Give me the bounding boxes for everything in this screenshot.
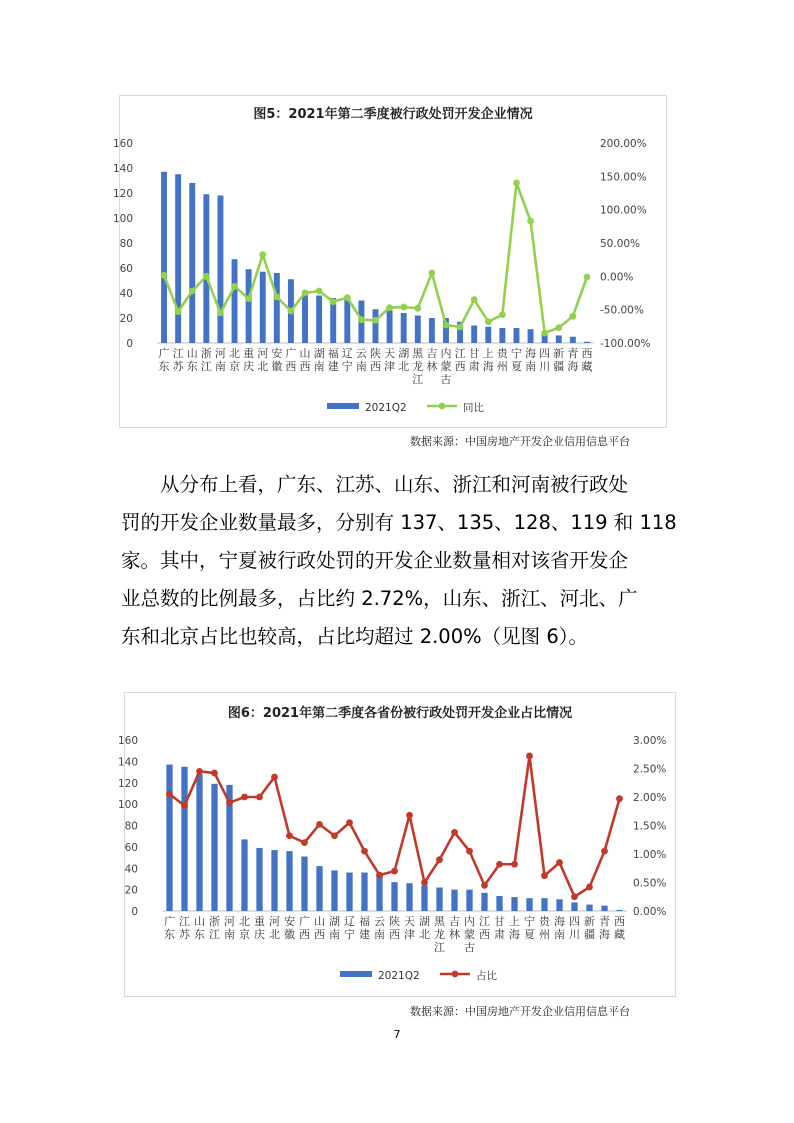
y-left-tick-label: 160 [117, 735, 138, 747]
line-point [513, 180, 520, 187]
category-label: 重庆 [243, 347, 255, 373]
category-label: 福建 [359, 915, 370, 941]
category-label: 湖南 [329, 915, 340, 941]
bar [556, 336, 562, 344]
category-label: 江西 [454, 347, 466, 373]
line-point [511, 861, 518, 868]
legend-label: 占比 [476, 970, 497, 982]
category-label: 上海 [482, 347, 494, 373]
bar [466, 890, 472, 911]
bar [436, 887, 442, 911]
category-label: 山西 [314, 915, 325, 941]
category-label: 湖北 [419, 915, 430, 941]
bar [260, 272, 266, 343]
line-point [316, 288, 323, 295]
line-point [175, 308, 182, 315]
category-label: 天津 [384, 347, 396, 373]
category-label: 云南 [374, 915, 385, 941]
category-label: 重庆 [254, 915, 265, 941]
line-point [541, 872, 548, 879]
line-point [556, 859, 563, 866]
category-label: 吉林 [449, 915, 460, 941]
line-point [211, 770, 218, 777]
category-label: 北京 [229, 347, 241, 373]
y-left-tick-label: 0 [126, 338, 133, 350]
line-point [166, 791, 173, 798]
line-point [203, 273, 210, 280]
category-label: 贵州 [496, 347, 508, 373]
line-point [358, 316, 365, 323]
category-label: 云南 [355, 347, 367, 373]
y-left-tick-label: 100 [117, 799, 138, 812]
line-point [406, 812, 413, 819]
y-left-tick-label: 100 [112, 213, 133, 225]
chart-5-svg [112, 96, 666, 427]
line-point [301, 839, 308, 846]
line-point [457, 324, 464, 331]
bar [415, 316, 421, 344]
line-point [414, 305, 421, 312]
bar [528, 329, 534, 343]
legend-label: 2021Q2 [378, 970, 420, 982]
paragraph-line: 罚的开发企业数量最多，分别有 137、135、128、119 和 118 [121, 511, 677, 534]
bar [256, 848, 262, 911]
bar [601, 906, 607, 911]
paragraph-line: 从分布上看，广东、江苏、山东、浙江和河南被行政处 [121, 473, 629, 496]
line-point [496, 861, 503, 868]
chart-figure-5 [112, 95, 667, 428]
bar [616, 910, 622, 911]
bar [181, 767, 187, 911]
bar [346, 873, 352, 911]
y-left-tick-label: 20 [124, 884, 138, 897]
source-note-1: 数据来源：中国房地产开发企业信用信息平台 [410, 435, 630, 448]
line-point [361, 848, 368, 855]
bar [316, 866, 322, 911]
line-point [466, 848, 473, 855]
y-right-tick-label: 100.00% [600, 204, 647, 217]
category-label: 湖南 [313, 347, 325, 373]
category-label: 甘肃 [494, 915, 505, 941]
bar [316, 296, 322, 344]
category-label: 浙江 [200, 347, 212, 373]
chart-title: 图5：2021年第二季度被行政处罚开发企业情况 [253, 107, 533, 122]
bar [241, 839, 247, 911]
category-label: 黑龙江 [412, 347, 424, 386]
y-left-tick-label: 20 [119, 313, 133, 325]
bar [301, 856, 307, 911]
y-right-tick-label: -100.00% [600, 338, 651, 350]
bar [196, 774, 202, 911]
line-point [226, 799, 233, 806]
y-right-tick-label: 2.00% [633, 792, 667, 804]
line-point [271, 774, 278, 781]
line-point [241, 794, 248, 801]
category-label: 河北 [269, 915, 280, 941]
bar [387, 311, 393, 344]
bar [586, 905, 592, 911]
line-point [586, 884, 593, 891]
chart-6-svg [117, 693, 675, 996]
bar [175, 174, 181, 343]
bar [571, 902, 577, 911]
bar [302, 291, 308, 344]
y-right-tick-label: -50.00% [600, 304, 644, 317]
y-left-tick-label: 80 [124, 820, 138, 833]
legend-label: 2021Q2 [365, 402, 407, 414]
bar [246, 269, 252, 343]
category-label: 海南 [554, 915, 565, 941]
category-label: 辽宁 [344, 915, 355, 941]
y-right-tick-label: 2.50% [633, 763, 667, 776]
category-label: 甘肃 [468, 347, 480, 373]
category-label: 广西 [299, 915, 310, 941]
line-point [601, 848, 608, 855]
bar [541, 898, 547, 911]
bar [217, 196, 223, 344]
category-label: 辽宁 [341, 347, 353, 373]
line-point [555, 324, 562, 331]
category-label: 河南 [214, 347, 226, 373]
line-point [443, 322, 450, 329]
y-left-tick-label: 60 [124, 841, 138, 854]
line-point [273, 294, 280, 301]
category-label: 西藏 [614, 915, 625, 941]
y-right-tick-label: 1.00% [633, 849, 667, 861]
category-label: 湖北 [398, 347, 410, 373]
legend-label: 同比 [463, 402, 484, 414]
category-label: 陕西 [389, 915, 400, 941]
paragraph-line: 业总数的比例最多，占比约 2.72%，山东、浙江、河北、广 [121, 587, 638, 610]
y-left-tick-label: 40 [124, 863, 138, 876]
bar [373, 309, 379, 343]
line-point [451, 829, 458, 836]
bar [514, 328, 520, 343]
line-point [527, 218, 534, 225]
line-point [584, 274, 591, 281]
category-label: 内蒙古 [464, 915, 475, 954]
category-label: 青海 [567, 347, 579, 373]
line-point [256, 794, 263, 801]
bar [189, 183, 195, 343]
category-label: 西藏 [581, 347, 593, 373]
bar [526, 898, 532, 911]
line-point [485, 318, 492, 325]
line-point [372, 317, 379, 324]
line-point [288, 308, 295, 315]
line-point [189, 288, 196, 295]
category-label: 贵州 [539, 915, 550, 941]
y-left-tick-label: 160 [112, 138, 133, 150]
category-label: 宁夏 [510, 347, 522, 373]
category-label: 海南 [525, 347, 537, 373]
y-left-tick-label: 80 [119, 238, 133, 250]
category-label: 四川 [539, 347, 551, 373]
category-label: 广东 [158, 347, 170, 373]
category-label: 宁夏 [524, 915, 535, 941]
chart-figure-6 [117, 692, 676, 997]
bar [511, 897, 517, 911]
line-point [421, 879, 428, 886]
category-label: 广西 [285, 347, 297, 373]
legend-swatch-marker [452, 971, 459, 978]
page-number: 7 [393, 1028, 401, 1041]
source-note-2: 数据来源：中国房地产开发企业信用信息平台 [410, 1005, 630, 1018]
bar [556, 899, 562, 911]
bar [286, 851, 292, 911]
bar [499, 328, 505, 343]
y-left-tick-label: 140 [112, 163, 133, 175]
legend-swatch-marker [439, 403, 446, 410]
category-label: 广东 [164, 915, 175, 941]
line-point [428, 270, 435, 277]
bar [391, 882, 397, 911]
body-paragraph [121, 466, 677, 656]
line-point [400, 304, 407, 311]
bar [232, 259, 238, 343]
category-label: 新疆 [553, 347, 565, 373]
line-point [499, 311, 506, 318]
category-label: 河北 [257, 347, 269, 373]
y-right-tick-label: 0.50% [633, 877, 667, 890]
bar [331, 870, 337, 911]
category-label: 浙江 [209, 915, 220, 941]
y-right-tick-label: 0.00% [600, 271, 634, 284]
line-point [616, 795, 623, 802]
line-point [181, 802, 188, 809]
bar [166, 765, 172, 911]
bar [361, 873, 367, 911]
y-left-tick-label: 0 [131, 906, 138, 918]
y-left-tick-label: 40 [119, 288, 133, 300]
bar [401, 313, 407, 343]
line-point [161, 272, 168, 279]
y-right-tick-label: 0.00% [633, 906, 667, 918]
category-label: 江苏 [172, 347, 184, 373]
line-point [259, 251, 266, 258]
legend-swatch-bar [340, 971, 372, 977]
line-point [569, 313, 576, 320]
line-point [376, 872, 383, 879]
bar [161, 172, 167, 343]
line-point [344, 294, 351, 301]
category-label: 江苏 [179, 915, 190, 941]
line-point [386, 304, 393, 311]
category-label: 山东 [194, 915, 205, 941]
category-label: 新疆 [584, 915, 595, 941]
paragraph-line: 家。其中，宁夏被行政处罚的开发企业数量相对该省开发企 [121, 549, 629, 572]
y-right-tick-label: 200.00% [600, 138, 647, 150]
y-left-tick-label: 120 [117, 777, 138, 790]
y-left-tick-label: 120 [112, 188, 133, 200]
chart-title: 图6：2021年第二季度各省份被行政处罚开发企业占比情况 [227, 706, 573, 721]
bar [376, 875, 382, 911]
bar [211, 784, 217, 911]
category-label: 陕西 [370, 347, 381, 373]
category-label: 吉林 [426, 347, 438, 373]
category-label: 河南 [224, 915, 235, 941]
category-label: 江西 [479, 915, 490, 941]
line-point [391, 868, 398, 875]
y-right-tick-label: 1.50% [633, 820, 667, 833]
line-point [471, 296, 478, 303]
y-left-tick-label: 140 [117, 756, 138, 769]
category-label: 山东 [186, 347, 198, 373]
legend-swatch-bar [327, 403, 359, 409]
line-point [217, 310, 224, 317]
line-point [231, 283, 238, 290]
line-point [526, 753, 533, 760]
line-point [541, 330, 548, 337]
line-point [571, 893, 578, 900]
category-label: 上海 [509, 915, 520, 941]
line-point [330, 298, 337, 305]
bar [203, 194, 209, 343]
bar [496, 896, 502, 911]
category-label: 四川 [569, 915, 580, 941]
line-point [346, 819, 353, 826]
line-point [436, 856, 443, 863]
paragraph-line: 东和北京占比也较高，占比均超过 2.00%（见图 6）。 [121, 625, 589, 648]
line-point [481, 882, 488, 889]
series-line [170, 756, 620, 897]
line-point [196, 768, 203, 775]
category-label: 北京 [239, 915, 250, 941]
bar [271, 850, 277, 911]
bar [570, 337, 576, 343]
bar [344, 298, 350, 343]
bar [406, 883, 412, 911]
bar [471, 326, 477, 344]
line-point [286, 832, 293, 839]
category-label: 内蒙古 [440, 347, 452, 386]
bar [481, 893, 487, 911]
bar [485, 327, 491, 343]
bar [451, 890, 457, 911]
category-label: 安徽 [284, 915, 295, 941]
y-right-tick-label: 150.00% [600, 171, 647, 184]
y-right-tick-label: 50.00% [600, 238, 641, 250]
y-left-tick-label: 60 [119, 263, 133, 275]
line-point [245, 295, 252, 302]
category-label: 天津 [404, 915, 415, 941]
category-label: 安徽 [271, 347, 283, 373]
line-point [302, 290, 309, 297]
y-right-tick-label: 3.00% [633, 735, 667, 747]
bar [429, 318, 435, 343]
bar [421, 885, 427, 911]
bar [584, 342, 590, 343]
category-label: 山西 [299, 347, 311, 373]
bar [274, 273, 280, 343]
category-label: 黑龙江 [434, 915, 445, 954]
line-point [316, 821, 323, 828]
category-label: 福建 [327, 347, 339, 373]
category-label: 青海 [599, 915, 610, 941]
line-point [331, 832, 338, 839]
